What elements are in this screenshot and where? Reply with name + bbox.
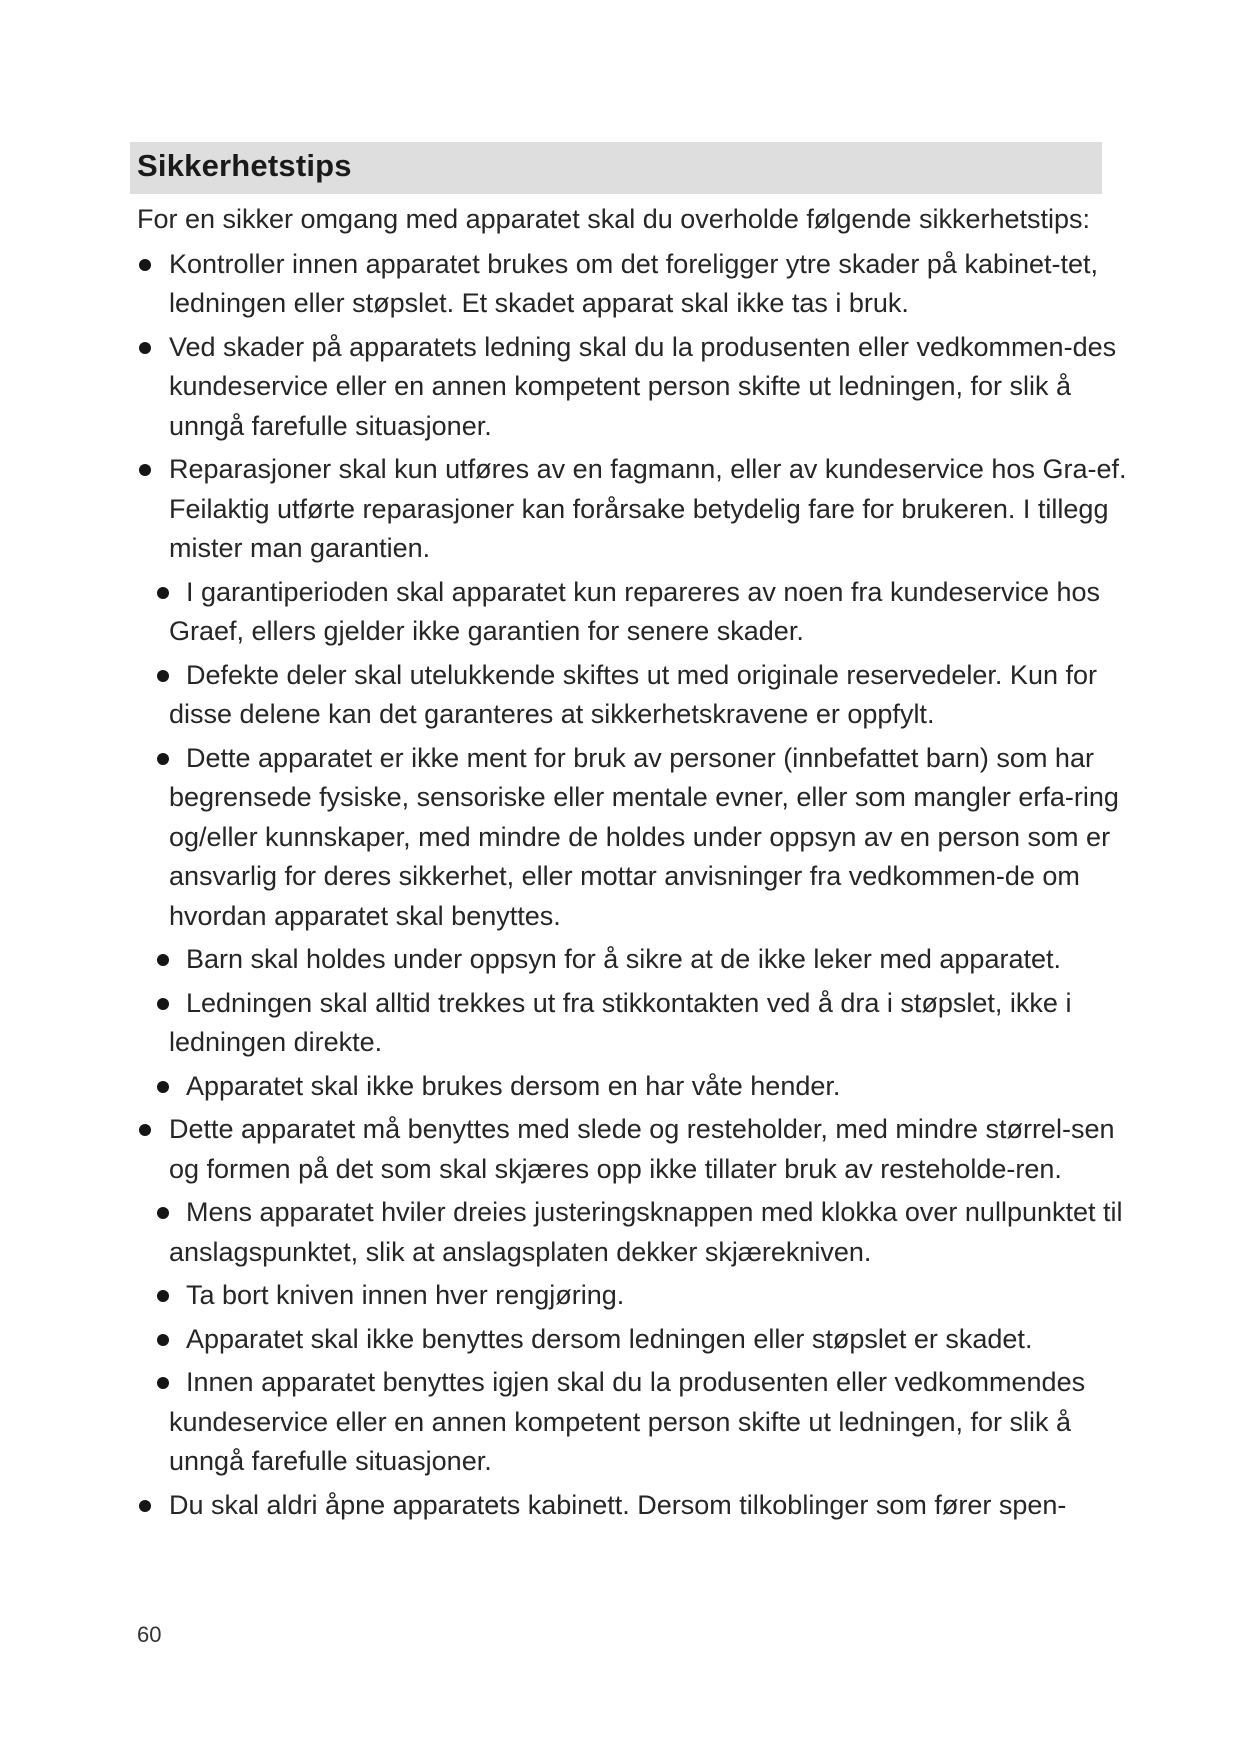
sub-list-item <box>137 1363 1137 1482</box>
bullet-icon <box>157 1081 169 1093</box>
page-number: 60 <box>137 1622 162 1647</box>
sub-list-item <box>137 1276 1137 1316</box>
bullet-icon <box>139 1500 151 1512</box>
section-title: Sikkerhetstips <box>137 148 352 183</box>
sub-list-item <box>137 656 1137 735</box>
bullet-icon <box>157 954 169 966</box>
list-item-text: Reparasjoner skal kun utføres av en fagmann, eller av kundeservice hos Gra-ef. Feilaktig utførte reparasjoner kan forårsake betydelig fare for brukeren. I tillegg mister man garantien. <box>169 454 1127 563</box>
list-item-text: Apparatet skal ikke brukes dersom en har våte hender. <box>186 1070 841 1101</box>
list-item-text: Innen apparatet benyttes igjen skal du la produsenten eller vedkommendes kundeservice eller en annen kompetent person skifte ut ledningen, for slik å unngå farefulle situasjoner. <box>169 1367 1086 1476</box>
list-item-text: I garantiperioden skal apparatet kun repareres av noen fra kundeservice hos Graef, ellers gjelder ikke garantien for senere skader. <box>169 576 1101 646</box>
sub-list-item <box>137 1193 1137 1272</box>
list-item-text: Ledningen skal alltid trekkes ut fra stikkontakten ved å dra i støpslet, ikke i ledningen direkte. <box>169 987 1072 1057</box>
list-item <box>137 450 1137 569</box>
list-item-text: Kontroller innen apparatet brukes om det foreligger ytre skader på kabinet-tet, ledningen eller støpslet. Et skadet apparat skal ikke tas i bruk. <box>169 248 1099 318</box>
list-item-text: Dette apparatet må benyttes med slede og resteholder, med mindre størrel-sen og formen på det som skal skjæres opp ikke tillater bruk av resteholde-ren. <box>169 1114 1115 1184</box>
list-item-text: Dette apparatet er ikke ment for bruk av personer (innbefattet barn) som har begrensede fysiske, sensoriske eller mentale evner, eller som mangler erfa-ring og/eller kunnskaper, med mindre de holdes under oppsyn av en person som er ansvarlig for deres sikkerhet, eller mottar anvisninger fra vedkommen-de om hvordan apparatet skal benyttes. <box>169 742 1119 931</box>
list-item-text: Apparatet skal ikke benyttes dersom ledningen eller støpslet er skadet. <box>186 1323 1033 1354</box>
sub-list-item <box>137 940 1137 980</box>
bullet-icon <box>157 1207 169 1219</box>
safety-tips-content <box>137 200 1137 1529</box>
sub-list-item <box>137 984 1137 1063</box>
bullet-icon <box>139 464 151 476</box>
list-item-text: Mens apparatet hviler dreies justeringsknappen med klokka over nullpunktet til anslagspunktet, slik at anslagsplaten dekker skjærekniven. <box>169 1197 1123 1267</box>
bullet-icon <box>157 587 169 599</box>
section-header <box>130 142 1102 194</box>
list-item-text: Barn skal holdes under oppsyn for å sikre at de ikke leker med apparatet. <box>186 944 1061 974</box>
list-item <box>137 1486 1137 1526</box>
sub-list-item <box>137 573 1137 652</box>
list-item-text: Ta bort kniven innen hver rengjøring. <box>186 1280 625 1310</box>
sub-list-item <box>137 739 1137 937</box>
bullet-icon <box>157 753 169 765</box>
bullet-icon <box>157 998 169 1010</box>
list-item-text: Defekte deler skal utelukkende skiftes ut med originale reservedeler. Kun for disse delene kan det garanteres at sikkerhetskravene er oppfylt. <box>169 659 1097 729</box>
bullet-icon <box>139 259 151 271</box>
sub-list-item <box>137 1067 1137 1107</box>
list-item <box>137 328 1137 447</box>
bullet-icon <box>139 1124 151 1136</box>
list-item <box>137 1110 1137 1189</box>
bullet-icon <box>157 670 169 682</box>
bullet-icon <box>157 1377 169 1389</box>
intro-paragraph: For en sikker omgang med apparatet skal du overholde følgende sikkerhetstips: <box>137 204 1091 234</box>
safety-tips-list <box>137 245 1137 1526</box>
list-item <box>137 245 1137 324</box>
list-item-text: Ved skader på apparatets ledning skal du la produsenten eller vedkommen-des kundeservice eller en annen kompetent person skifte ut ledningen, for slik å unngå farefulle situasjoner. <box>169 331 1117 441</box>
list-item-text: Du skal aldri åpne apparatets kabinett. Dersom tilkoblinger som fører spen- <box>169 1489 1067 1520</box>
bullet-icon <box>157 1290 169 1302</box>
bullet-icon <box>157 1334 169 1346</box>
bullet-icon <box>139 342 151 354</box>
sub-list-item <box>137 1320 1137 1360</box>
